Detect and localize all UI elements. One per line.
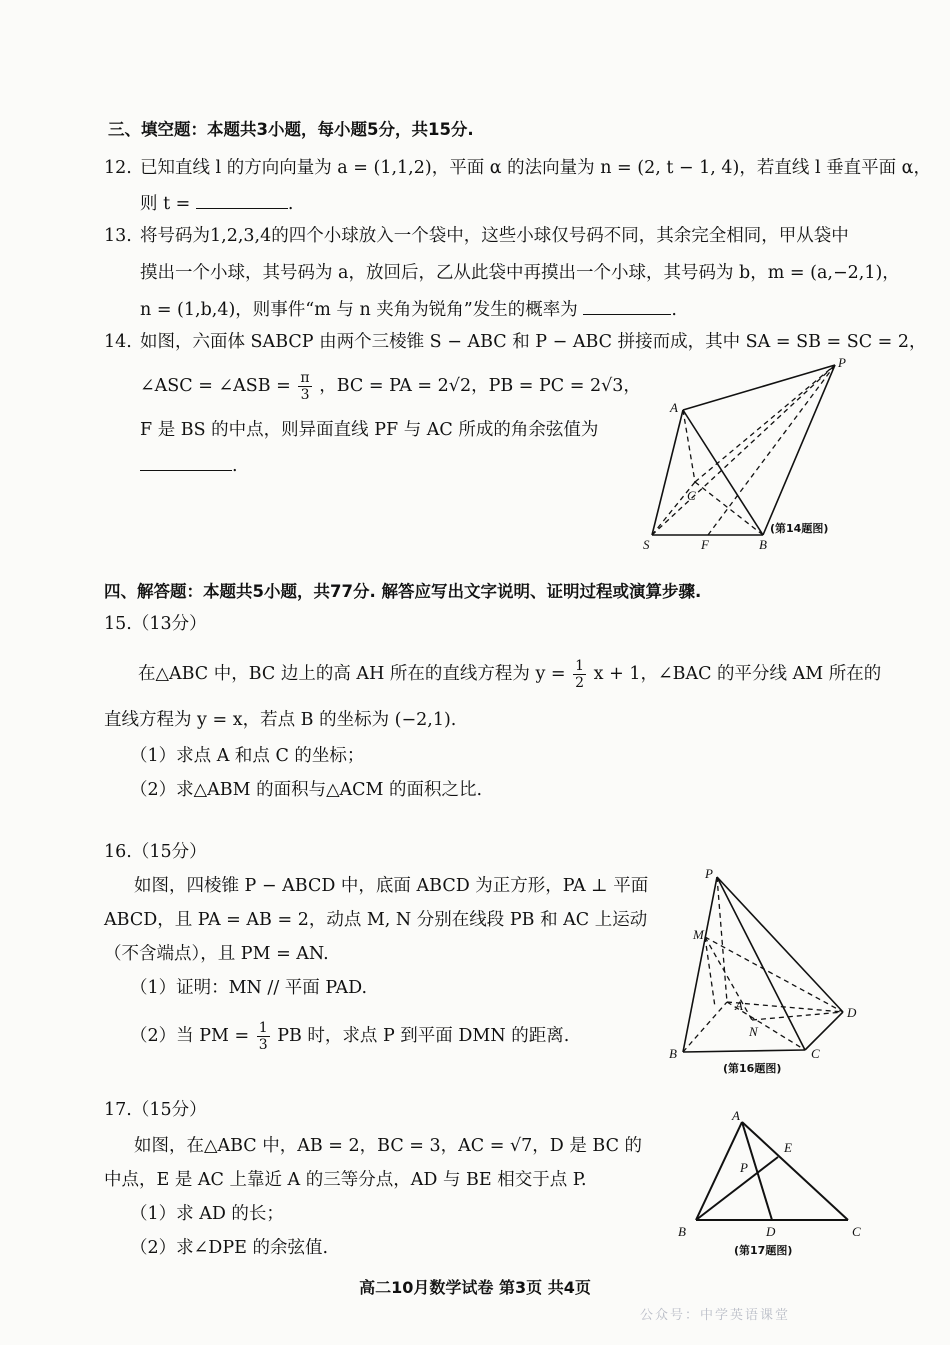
q14-answer-blank[interactable]: [140, 452, 232, 471]
q15-line2: 直线方程为 y = x，若点 B 的坐标为 (−2,1).: [104, 710, 457, 730]
q12-line1: 已知直线 l 的方向向量为 a = (1,1,2)，平面 α 的法向量为 n = (2, t − 1, 4)，若直线 l 垂直平面 α，: [140, 158, 931, 178]
q13-answer-blank[interactable]: [583, 296, 671, 315]
q14-line2-b: ，BC = PA = 2√2，PB = PC = 2√3，: [319, 376, 641, 396]
fig17-label-e: E: [784, 1140, 792, 1155]
q15-part2: （2）求△ABM 的面积与△ACM 的面积之比.: [130, 780, 483, 800]
q16-line3: （不含端点），且 PM = AN.: [104, 944, 329, 964]
figure-17: [670, 1100, 870, 1265]
q16-part1: （1）证明：MN // 平面 PAD.: [130, 978, 368, 998]
q14-line4-end: .: [232, 456, 238, 476]
q15-part1: （1）求点 A 和点 C 的坐标；: [130, 746, 365, 766]
q13-line2: 摸出一个小球，其号码为 a，放回后，乙从此袋中再摸出一个小球，其号码为 b，m = (a,−2,1)，: [140, 263, 900, 283]
q13-line3-end: .: [671, 300, 677, 320]
fig16-label-a: A: [735, 998, 743, 1013]
watermark: 公众号：中学英语课堂: [640, 1308, 791, 1323]
section3-header: 三、填空题：本题共3小题，每小题5分，共15分.: [108, 120, 474, 139]
fig14-label-s: S: [643, 537, 650, 552]
fig17-label-a: A: [732, 1108, 740, 1123]
fig14-label-c: C: [687, 488, 696, 503]
q12-line2-end: .: [287, 194, 294, 214]
q16-part2: [130, 1020, 569, 1053]
fig17-label-c: C: [852, 1224, 861, 1239]
q13-line3: [140, 296, 677, 322]
fig14-label-f: F: [701, 537, 709, 552]
q14-line1: 如图，六面体 SABCP 由两个三棱锥 S − ABC 和 P − ABC 拼接而成，其中 SA = SB = SC = 2，: [140, 332, 927, 352]
fig16-label-d: D: [847, 1005, 857, 1020]
fig14-label-p: P: [838, 355, 846, 370]
q17-head: 17.（15分）: [104, 1100, 207, 1120]
fig16-label-p: P: [705, 866, 713, 881]
fig14-caption: (第14题图): [770, 522, 829, 535]
figure-16: [655, 862, 870, 1082]
q14-line3: F 是 BS 的中点，则异面直线 PF 与 AC 所成的角余弦值为: [140, 420, 599, 440]
q17-line2: 中点，E 是 AC 上靠近 A 的三等分点，AD 与 BE 相交于点 P.: [104, 1170, 587, 1190]
q14-line2: [140, 370, 641, 403]
fig17-label-d: D: [766, 1224, 776, 1239]
q12-line2: [140, 190, 293, 216]
fig16-caption: (第16题图): [723, 1062, 782, 1075]
q14-number: 14.: [104, 332, 132, 352]
q16-frac-den: 3: [258, 1037, 268, 1053]
q14-frac-den: 3: [300, 387, 310, 403]
q16-line2: ABCD，且 PA = AB = 2，动点 M, N 分别在线段 PB 和 AC 上运动: [104, 910, 648, 930]
q14-line2-a: ∠ASC = ∠ASB =: [140, 376, 291, 396]
q15-fraction: [573, 658, 586, 691]
figure-14: [640, 350, 870, 555]
q14-line4: [140, 452, 238, 478]
q14-frac-num: π: [300, 370, 310, 386]
q15-line1-a: 在△ABC 中，BC 边上的高 AH 所在的直线方程为 y =: [138, 664, 566, 684]
q12-answer-blank[interactable]: [196, 190, 288, 209]
q16-fraction: [257, 1020, 270, 1053]
q14-fraction: [298, 370, 311, 403]
q17-line1: 如图，在△ABC 中，AB = 2，BC = 3，AC = √7，D 是 BC 的: [134, 1136, 643, 1156]
q12-line2-text: 则 t =: [140, 194, 191, 214]
q17-part1: （1）求 AD 的长；: [130, 1204, 284, 1224]
fig16-label-c: C: [811, 1046, 820, 1061]
fig16-label-b: B: [669, 1046, 677, 1061]
q16-part2-b: PB 时，求点 P 到平面 DMN 的距离.: [277, 1026, 570, 1046]
q15-line1-b: x + 1，∠BAC 的平分线 AM 所在的: [593, 664, 882, 684]
q15-line1: [138, 658, 881, 691]
q16-line1: 如图，四棱锥 P − ABCD 中，底面 ABCD 为正方形，PA ⊥ 平面: [134, 876, 649, 896]
q13-line1: 将号码为1,2,3,4的四个小球放入一个袋中，这些小球仅号码不同，其余完全相同，甲从袋中: [140, 226, 849, 246]
q15-frac-den: 2: [575, 675, 585, 691]
fig17-label-b: B: [678, 1224, 686, 1239]
q17-part2: （2）求∠DPE 的余弦值.: [130, 1238, 329, 1258]
q15-frac-num: 1: [575, 658, 585, 674]
fig16-label-n: N: [749, 1024, 758, 1039]
q15-head: 15.（13分）: [104, 614, 207, 634]
fig17-label-p: P: [740, 1160, 748, 1175]
q13-line3-text: n = (1,b,4)，则事件“m 与 n 夹角为锐角”发生的概率为: [140, 300, 578, 320]
page-footer: 高二10月数学试卷 第3页 共4页: [359, 1278, 591, 1297]
q13-number: 13.: [104, 226, 132, 246]
q16-frac-num: 1: [258, 1020, 268, 1036]
fig16-label-m: M: [693, 927, 704, 942]
fig14-label-a: A: [670, 400, 678, 415]
fig17-caption: (第17题图): [734, 1244, 793, 1257]
q16-part2-a: （2）当 PM =: [130, 1026, 250, 1046]
section4-header: 四、解答题：本题共5小题，共77分. 解答应写出文字说明、证明过程或演算步骤.: [104, 582, 702, 601]
q12-number: 12.: [104, 158, 132, 178]
q16-head: 16.（15分）: [104, 842, 207, 862]
fig14-label-b: B: [759, 537, 767, 552]
